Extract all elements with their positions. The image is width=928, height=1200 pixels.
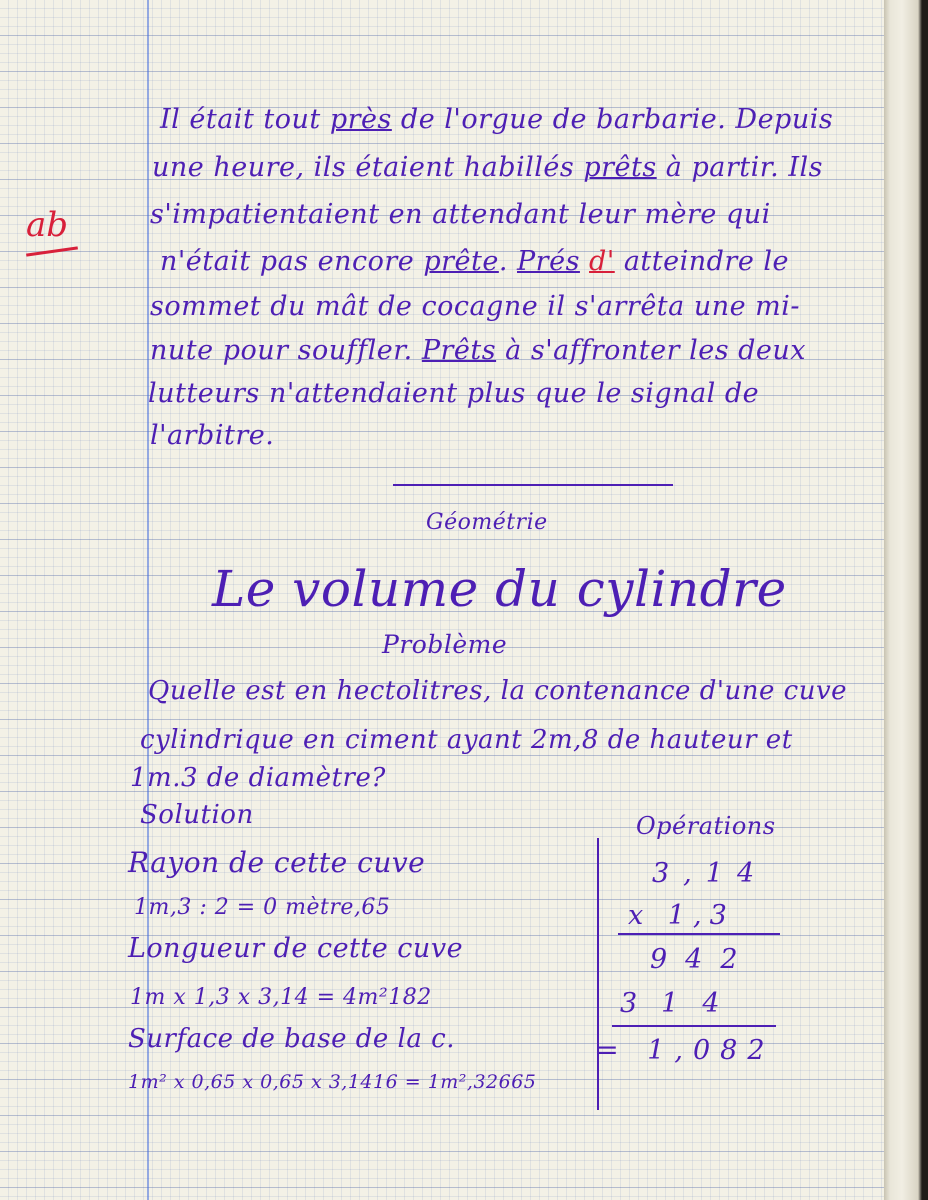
section-divider	[393, 484, 673, 486]
operation-rule-1	[618, 933, 780, 935]
lesson-title: Le volume du cylindre	[212, 560, 787, 618]
grade-underline	[26, 246, 78, 256]
solution-heading: Solution	[140, 800, 254, 830]
operation-row-1: 3,14	[652, 858, 769, 889]
teacher-grade: ab	[26, 205, 69, 245]
solution-line-6: 1m² x 0,65 x 0,65 x 3,1416 = 1m²,32665	[128, 1071, 537, 1093]
dictation-line-8: l'arbitre.	[150, 420, 275, 451]
margin-line	[147, 0, 149, 1200]
teacher-correction: d'	[589, 246, 615, 277]
dictation-line-2: une heure, ils étaient habillés prêts à partir. Ils	[152, 152, 823, 183]
operation-row-3: 942	[650, 944, 756, 975]
problem-line-2: cylindrique en ciment ayant 2m,8 de hauteur et	[140, 725, 793, 755]
problem-heading: Problème	[382, 630, 508, 659]
problem-line-3: 1m.3 de diamètre?	[130, 763, 386, 793]
operation-rule-2	[612, 1025, 776, 1027]
operations-separator	[597, 838, 599, 1110]
subject-heading: Géométrie	[426, 510, 548, 535]
dictation-line-4: n'était pas encore prête. Prés d' atteindre le	[160, 246, 789, 277]
solution-line-1: Rayon de cette cuve	[128, 846, 426, 879]
solution-line-5: Surface de base de la c.	[128, 1024, 455, 1054]
operation-row-2: x 1,3	[628, 900, 735, 931]
notebook-binding	[884, 0, 928, 1200]
dictation-line-7: lutteurs n'attendaient plus que le signal de	[148, 378, 760, 409]
dictation-line-1: Il était tout près de l'orgue de barbarie. Depuis	[160, 104, 834, 135]
dictation-line-5: sommet du mât de cocagne il s'arrêta une mi-	[150, 291, 801, 322]
solution-line-3: Longueur de cette cuve	[128, 933, 464, 964]
operations-heading: Opérations	[636, 812, 776, 840]
problem-line-1: Quelle est en hectolitres, la contenance d'une cuve	[148, 676, 848, 706]
operation-row-4: 314	[620, 988, 744, 1019]
solution-line-4: 1m x 1,3 x 3,14 = 4m²182	[130, 985, 432, 1010]
operation-row-5: = 1,082	[596, 1035, 775, 1066]
dictation-line-3: s'impatientaient en attendant leur mère qui	[150, 199, 771, 230]
solution-line-2: 1m,3 : 2 = 0 mètre,65	[134, 895, 391, 920]
dictation-line-6: nute pour souffler. Prêts à s'affronter les deux	[150, 335, 807, 366]
